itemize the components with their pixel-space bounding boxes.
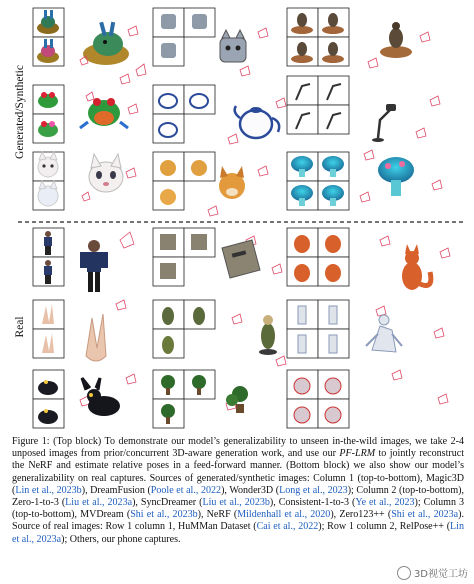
col2-bottom-thumbs	[153, 228, 215, 428]
statue-render	[366, 315, 402, 352]
citation-link[interactable]: Liu et al., 2023b	[202, 497, 270, 509]
caption-text: ), DreamFusion (	[81, 484, 151, 496]
caption-text: ), Consistent-1-to-3 (	[269, 497, 356, 509]
col1-bottom-thumbs	[33, 228, 64, 428]
col1-top-thumbs	[33, 8, 64, 210]
toaster-render	[222, 240, 260, 278]
watermark-text: 3D视觉工坊	[413, 569, 468, 580]
caption-text: ); Column 3 (top-to-bottom), MVDream (	[12, 497, 464, 521]
cat-head-render	[89, 154, 123, 192]
citation-link[interactable]: Ye et al., 2023	[355, 497, 415, 509]
caption-method-name: PF-LRM	[339, 448, 376, 460]
caption-text: ). Source of real images: Row 1 column 1, HuMMan Dataset (	[12, 509, 464, 533]
col3-top-thumbs	[287, 8, 349, 210]
mic-render	[372, 104, 396, 142]
rabbit-render	[83, 22, 129, 65]
citation-link[interactable]: Lin et al., 2023a	[12, 521, 464, 545]
caption-text: to jointly reconstruct the NeRF and estimate relative poses in a feed-forward manner. (Bottom block) we also show our model’s generalizability on real captures. Sources of generated/synthetic images: Column 1 (top-to-bottom), Magic3D (	[12, 448, 465, 496]
plant-render	[226, 386, 248, 413]
caption-text: ); Row 1 column 2, RelPose++ (	[318, 521, 451, 533]
dog-render	[219, 166, 245, 199]
citation-link[interactable]: Mildenhall et al., 2020	[237, 509, 331, 521]
caption-text: ), Wonder3D (	[221, 484, 280, 496]
watermark-logo-icon	[397, 566, 411, 580]
robot-cat-render	[220, 30, 246, 62]
figurine-render	[259, 315, 277, 355]
person-render	[80, 240, 108, 292]
citation-link[interactable]: Cai et al., 2022	[256, 521, 319, 533]
citation-link[interactable]: Long et al., 2023	[279, 484, 348, 496]
watermark	[397, 565, 468, 580]
citation-link[interactable]: Poole et al., 2022	[150, 484, 222, 496]
caption-text: ), SyncDreamer (	[132, 497, 203, 509]
frog-render	[80, 98, 128, 128]
bird-render	[380, 22, 412, 58]
hand-render	[86, 314, 106, 361]
teapot-render	[235, 106, 279, 138]
col3-bottom-thumbs	[287, 228, 349, 428]
citation-link[interactable]: Shi et al., 2023a	[391, 509, 459, 521]
citation-link[interactable]: Lin et al., 2023b	[15, 484, 82, 496]
citation-link[interactable]: Liu et al., 2023a	[65, 497, 133, 509]
row-label-top: Generated/Synthetic	[14, 65, 26, 159]
umbreon-render	[82, 378, 120, 416]
caption-text: ); Others, our phone captures.	[61, 533, 181, 545]
citation-link[interactable]: Shi et al., 2023b	[130, 509, 198, 521]
row-label-bottom: Real	[14, 316, 26, 338]
figure-caption	[12, 436, 464, 546]
caption-text: Figure 1: (Top block) To demonstrate our model’s generalizability to unseen in-the-wild images, we take 2-4 unposed images from prior/concurrent 3D-aware generation work, and use our	[12, 436, 464, 460]
caption-text: ); Column 2 (top-to-bottom), Zero-1-to-3 (	[12, 484, 464, 509]
caption-text: ), NeRF (	[197, 509, 238, 521]
caption-text: ), Zero123++ (	[330, 509, 392, 521]
fox-render	[402, 244, 431, 290]
col2-top-thumbs	[153, 8, 215, 210]
mushroom-render	[378, 157, 414, 196]
